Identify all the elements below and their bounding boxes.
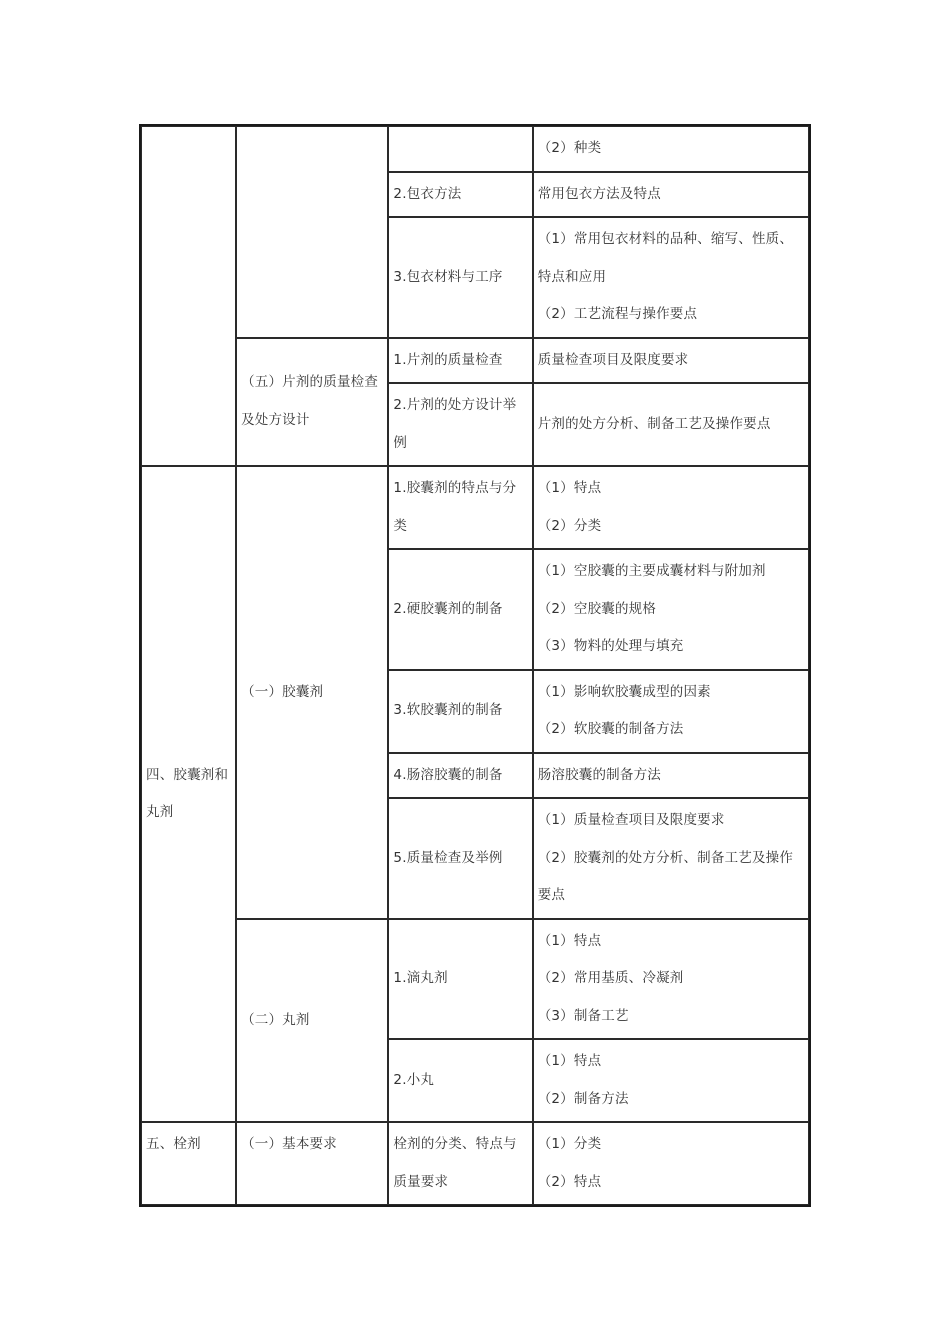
syllabus-table [139, 124, 811, 1207]
topic-cell: 2.硬胶囊剂的制备 [388, 549, 532, 670]
requirement-cell [533, 1039, 809, 1122]
unit-cell: 四、胶囊剂和丸剂 [141, 466, 236, 1122]
requirement-cell [533, 217, 809, 338]
requirement-line: （2）特点 [537, 1173, 602, 1190]
topic-cell: 4.肠溶胶囊的制备 [388, 753, 532, 799]
requirement-cell [533, 338, 809, 384]
topic-cell [388, 126, 532, 172]
subunit-cell: （一）胶囊剂 [236, 466, 388, 919]
requirement-cell [533, 383, 809, 466]
requirement-line: （1）质量检查项目及限度要求 [537, 812, 725, 828]
requirement-line: （1）特点 [537, 480, 602, 496]
requirement-cell [533, 753, 809, 799]
requirement-line: （2）工艺流程与操作要点 [537, 306, 698, 322]
table-row [141, 126, 809, 172]
topic-cell: 2.片剂的处方设计举例 [388, 383, 532, 466]
subunit-cell: （一）基本要求 [236, 1122, 388, 1205]
requirement-line: （1）影响软胶囊成型的因素 [537, 683, 711, 700]
requirement-cell [533, 466, 809, 549]
subunit-cell: （五）片剂的质量检查及处方设计 [236, 338, 388, 467]
topic-cell: 栓剂的分类、特点与质量要求 [388, 1122, 532, 1205]
topic-cell: 2.包衣方法 [388, 172, 532, 218]
requirement-line: （2）软胶囊的制备方法 [537, 721, 684, 737]
requirement-line: （1）分类 [537, 1136, 602, 1152]
table-row [141, 1122, 809, 1205]
requirement-line: 肠溶胶囊的制备方法 [537, 766, 661, 783]
requirement-cell [533, 1122, 809, 1205]
unit-cell [141, 126, 236, 466]
requirement-cell [533, 670, 809, 753]
subunit-cell [236, 126, 388, 338]
requirement-line: （1）常用包衣材料的品种、缩写、性质、特点和应用 [537, 231, 794, 285]
requirement-cell [533, 919, 809, 1040]
requirement-line: （2）常用基质、冷凝剂 [537, 970, 684, 986]
topic-cell: 3.软胶囊剂的制备 [388, 670, 532, 753]
requirement-cell [533, 172, 809, 218]
requirement-line: （2）胶囊剂的处方分析、制备工艺及操作要点 [537, 849, 794, 903]
table-row [141, 338, 809, 384]
topic-cell: 1.胶囊剂的特点与分类 [388, 466, 532, 549]
topic-cell: 5.质量检查及举例 [388, 798, 532, 919]
requirement-line: （1）空胶囊的主要成囊材料与附加剂 [537, 563, 766, 579]
requirement-line: （2）分类 [537, 517, 602, 534]
requirement-line: （2）种类 [537, 140, 602, 156]
subunit-cell: （二）丸剂 [236, 919, 388, 1123]
requirement-line: 片剂的处方分析、制备工艺及操作要点 [537, 415, 771, 432]
requirement-line: （2）制备方法 [537, 1090, 629, 1107]
requirement-cell [533, 798, 809, 919]
requirement-cell [533, 126, 809, 172]
requirement-line: （1）特点 [537, 1053, 602, 1069]
requirement-line: 常用包衣方法及特点 [537, 185, 661, 202]
table-row [141, 466, 809, 549]
table-row [141, 919, 809, 1040]
requirement-line: 质量检查项目及限度要求 [537, 351, 689, 368]
topic-cell: 1.滴丸剂 [388, 919, 532, 1040]
requirement-cell [533, 549, 809, 670]
topic-cell: 2.小丸 [388, 1039, 532, 1122]
requirement-line: （2）空胶囊的规格 [537, 600, 657, 617]
unit-cell: 五、栓剂 [141, 1122, 236, 1205]
requirement-line: （1）特点 [537, 932, 602, 949]
requirement-line: （3）物料的处理与填充 [537, 638, 684, 654]
topic-cell: 3.包衣材料与工序 [388, 217, 532, 338]
topic-cell: 1.片剂的质量检查 [388, 338, 532, 384]
requirement-line: （3）制备工艺 [537, 1007, 629, 1024]
